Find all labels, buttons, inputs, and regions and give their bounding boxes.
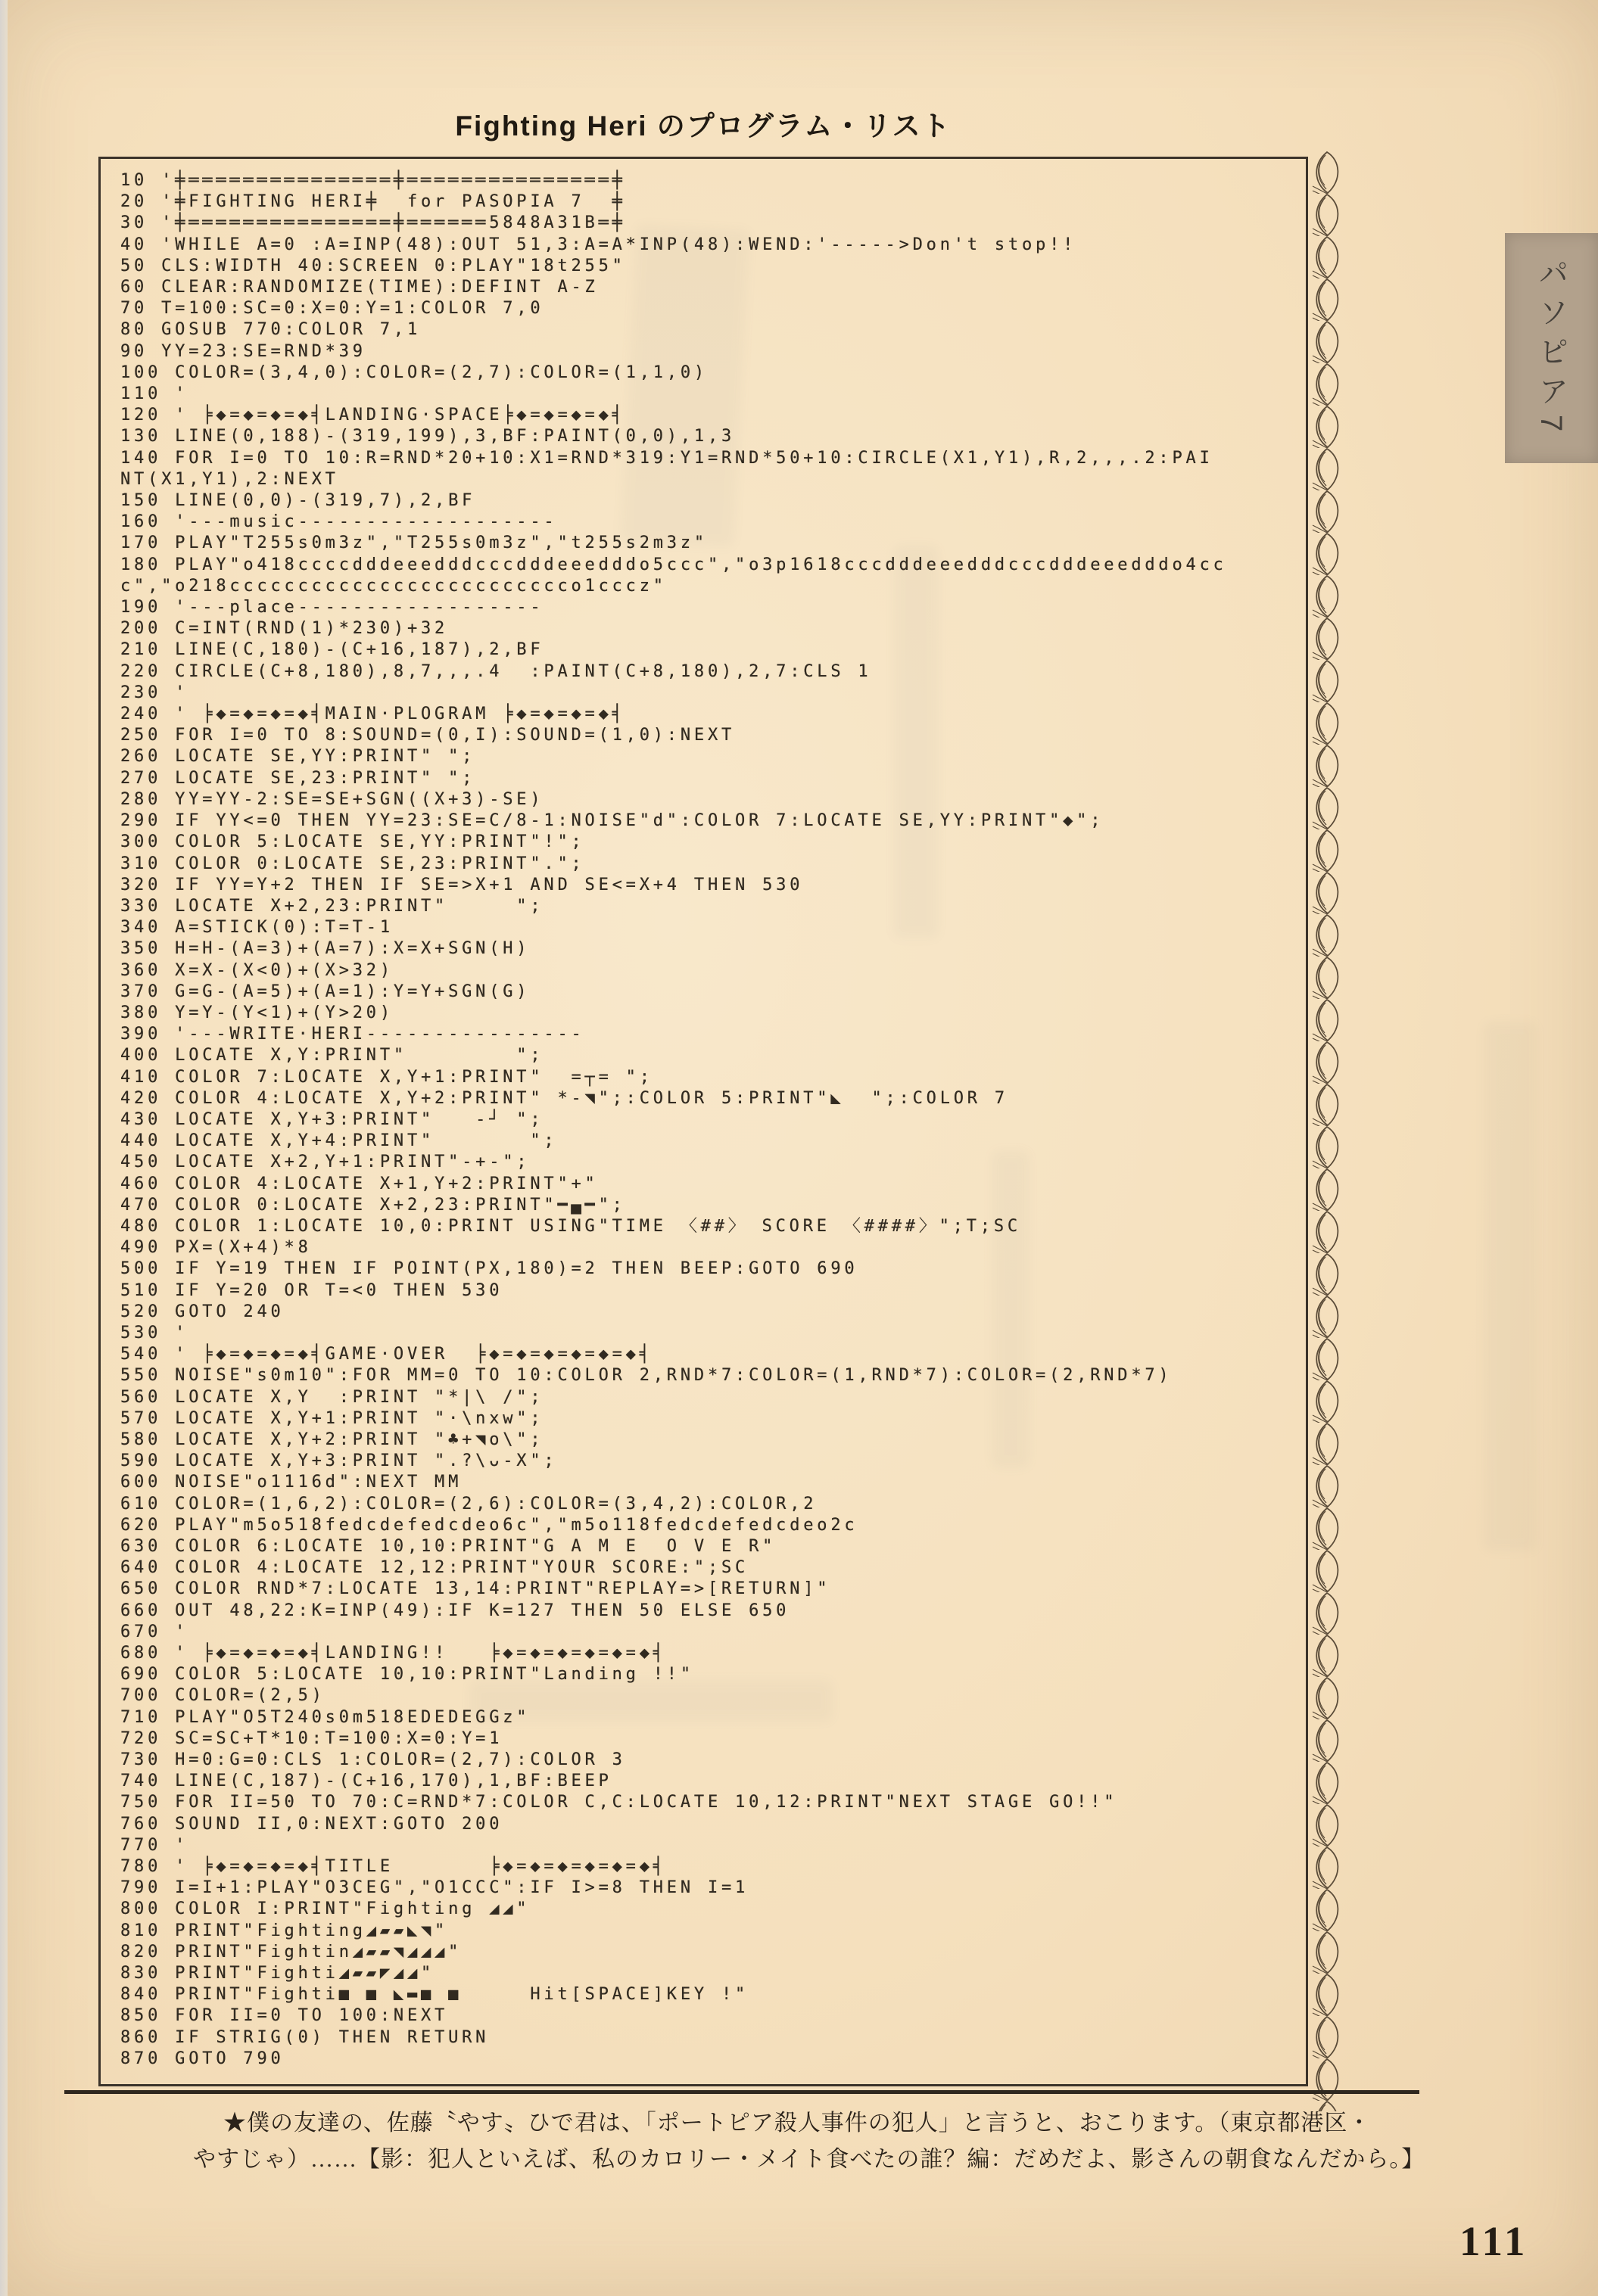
code-line: 520 GOTO 240 xyxy=(120,1302,285,1321)
code-line: 340 A=STICK(0):T=T-1 xyxy=(120,918,394,938)
code-line: 190 '---place------------------ xyxy=(120,598,544,618)
code-line: 110 ' xyxy=(120,384,189,404)
code-line: 800 COLOR I:PRINT"Fighting ◢◢" xyxy=(120,1899,531,1919)
code-line: 690 COLOR 5:LOCATE 10,10:PRINT"Landing !!" xyxy=(120,1665,694,1685)
code-line: 590 LOCATE X,Y+3:PRINT ".?\ᴗ-X"; xyxy=(120,1451,558,1471)
code-line: 750 FOR II=50 TO 70:C=RND*7:COLOR C,C:LOCATE 10,12:PRINT"NEXT STAGE GO!!" xyxy=(120,1793,1118,1812)
code-line: 710 PLAY"O5T240s0m518EDEDEGGz" xyxy=(120,1707,531,1727)
code-line: 740 LINE(C,187)-(C+16,170),1,BF:BEEP xyxy=(120,1772,612,1791)
code-line: 650 COLOR RND*7:LOCATE 13,14:PRINT"REPLAY=>[RETURN]" xyxy=(120,1579,831,1599)
code-line: 280 YY=YY-2:SE=SE+SGN((X+3)-SE) xyxy=(120,789,544,809)
code-line: 270 LOCATE SE,23:PRINT" "; xyxy=(120,768,476,788)
code-line: 680 ' ╞◆=◆=◆=◆╡LANDING!! ╞◆=◆=◆=◆=◆=◆╡ xyxy=(120,1644,667,1663)
code-line: 170 PLAY"T255s0m3z","T255s0m3z","t255s2m3z" xyxy=(120,534,708,553)
code-line: 530 ' xyxy=(120,1323,189,1342)
code-line: 500 IF Y=19 THEN IF POINT(PX,180)=2 THEN BEEP:GOTO 690 xyxy=(120,1259,858,1279)
code-line: 250 FOR I=0 TO 8:SOUND=(0,I):SOUND=(1,0):NEXT xyxy=(120,726,736,745)
code-line: 820 PRINT"Fightin◢▰▰◥◢◢◢" xyxy=(120,1942,463,1962)
rope-chain-pattern xyxy=(1310,151,1344,2111)
code-line: 830 PRINT"Fighti◢▰▰◤◢◢" xyxy=(120,1964,435,1983)
code-line: 580 LOCATE X,Y+2:PRINT "♣+◥o\"; xyxy=(120,1430,544,1449)
page-number: 111 xyxy=(1459,2218,1529,2264)
code-line: 410 COLOR 7:LOCATE X,Y+1:PRINT" =┬= "; xyxy=(120,1067,653,1087)
code-line: 100 COLOR=(3,4,0):COLOR=(2,7):COLOR=(1,1,0) xyxy=(120,362,708,382)
program-listing-box xyxy=(98,157,1308,2086)
code-line: 450 LOCATE X+2,Y+1:PRINT"-+-"; xyxy=(120,1153,531,1172)
code-line: 240 ' ╞◆=◆=◆=◆╡MAIN·PLOGRAM ╞◆=◆=◆=◆╡ xyxy=(120,705,626,724)
code-line: 350 H=H-(A=3)+(A=7):X=X+SGN(H) xyxy=(120,939,531,959)
code-line: c","o218ccccccccccccccccccccccccco1cccz" xyxy=(120,576,667,596)
code-line: 790 I=I+1:PLAY"O3CEG","O1CCC":IF I>=8 THEN I=1 xyxy=(120,1878,749,1898)
code-line: 200 C=INT(RND(1)*230)+32 xyxy=(120,619,449,639)
side-tab-pasopia7 xyxy=(1505,233,1598,463)
code-line: 670 ' xyxy=(120,1622,189,1641)
code-line: 80 GOSUB 770:COLOR 7,1 xyxy=(120,320,421,340)
footer-divider xyxy=(64,2090,1419,2094)
code-line: 460 COLOR 4:LOCATE X+1,Y+2:PRINT"+" xyxy=(120,1174,599,1193)
code-line: 870 GOTO 790 xyxy=(120,2049,285,2068)
code-line: 380 Y=Y-(Y<1)+(Y>20) xyxy=(120,1003,394,1022)
code-line: 850 FOR II=0 TO 100:NEXT xyxy=(120,2006,449,2026)
code-line: 30 '╪═══════════════╪══════5848A31B═╪ xyxy=(120,213,626,233)
code-line: 730 H=0:G=0:CLS 1:COLOR=(2,7):COLOR 3 xyxy=(120,1750,626,1770)
code-line: 510 IF Y=20 OR T=<0 THEN 530 xyxy=(120,1280,503,1300)
code-line: 480 COLOR 1:LOCATE 10,0:PRINT USING"TIME 〈##〉 SCORE 〈####〉";T;SC xyxy=(120,1216,1021,1236)
code-line: 540 ' ╞◆=◆=◆=◆╡GAME·OVER ╞◆=◆=◆=◆=◆=◆╡ xyxy=(120,1345,653,1364)
code-line: 60 CLEAR:RANDOMIZE(TIME):DEFINT A-Z xyxy=(120,278,599,297)
code-line: 430 LOCATE X,Y+3:PRINT" -┘ "; xyxy=(120,1109,544,1129)
code-line: 550 NOISE"s0m10":FOR MM=0 TO 10:COLOR 2,RND*7:COLOR=(1,RND*7):COLOR=(2,RND*7) xyxy=(120,1366,1173,1386)
code-line: 290 IF YY<=0 THEN YY=23:SE=C/8-1:NOISE"d":COLOR 7:LOCATE SE,YY:PRINT"◆"; xyxy=(120,811,1104,831)
code-line: 50 CLS:WIDTH 40:SCREEN 0:PLAY"18t255" xyxy=(120,256,626,275)
code-line: 210 LINE(C,180)-(C+16,187),2,BF xyxy=(120,640,544,660)
code-line: 610 COLOR=(1,6,2):COLOR=(2,6):COLOR=(3,4,2):COLOR,2 xyxy=(120,1494,818,1514)
rope-border-decoration xyxy=(1310,151,1344,2111)
bleedthrough-ghost xyxy=(1484,1022,1537,1551)
code-line: 760 SOUND II,0:NEXT:GOTO 200 xyxy=(120,1814,503,1834)
page-edge-shadow xyxy=(0,0,8,2296)
footer-note-line2: やすじゃ）……【影：犯人といえば、私のカロリー・メイト食べたの誰？編：だめだよ、影さんの朝食なんだから。】 xyxy=(193,2147,1425,2172)
code-line: 570 LOCATE X,Y+1:PRINT "·\nxw"; xyxy=(120,1408,544,1428)
code-line: 720 SC=SC+T*10:T=100:X=0:Y=1 xyxy=(120,1728,503,1748)
code-line: 440 LOCATE X,Y+4:PRINT" "; xyxy=(120,1131,558,1151)
code-line: 20 '╪FIGHTING HERI╪ for PASOPIA 7 ╪ xyxy=(120,192,626,212)
code-line: 600 NOISE"o1116d":NEXT MM xyxy=(120,1473,463,1492)
code-line: 90 YY=23:SE=RND*39 xyxy=(120,341,366,361)
code-line: 300 COLOR 5:LOCATE SE,YY:PRINT"!"; xyxy=(120,832,585,852)
code-listing xyxy=(120,170,1300,2070)
code-line: 560 LOCATE X,Y :PRINT "*|\ /"; xyxy=(120,1387,544,1407)
code-line: 700 COLOR=(2,5) xyxy=(120,1686,326,1706)
code-line: 630 COLOR 6:LOCATE 10,10:PRINT"G A M E O V E R" xyxy=(120,1537,777,1556)
code-line: 140 FOR I=0 TO 10:R=RND*20+10:X1=RND*319:Y1=RND*50+10:CIRCLE(X1,Y1),R,2,,,.2:PAI xyxy=(120,448,1213,468)
code-line: 260 LOCATE SE,YY:PRINT" "; xyxy=(120,747,476,767)
code-line: 370 G=G-(A=5)+(A=1):Y=Y+SGN(G) xyxy=(120,982,531,1001)
code-line: 10 '╪═══════════════╪═══════════════╪ xyxy=(120,171,626,190)
code-line: 330 LOCATE X+2,23:PRINT" "; xyxy=(120,896,544,916)
code-line: 400 LOCATE X,Y:PRINT" "; xyxy=(120,1046,544,1066)
code-line: 390 '---WRITE·HERI---------------- xyxy=(120,1025,585,1044)
code-line: 180 PLAY"o418ccccdddeeedddcccdddeeedddo5ccc","o3p1618cccdddeeedddcccdddeeedddo4cc xyxy=(120,555,1227,574)
code-line: 770 ' xyxy=(120,1835,189,1855)
code-line: 120 ' ╞◆=◆=◆=◆╡LANDING·SPACE╞◆=◆=◆=◆╡ xyxy=(120,406,626,425)
code-line: 780 ' ╞◆=◆=◆=◆╡TITLE ╞◆=◆=◆=◆=◆=◆╡ xyxy=(120,1857,667,1877)
code-line: 420 COLOR 4:LOCATE X,Y+2:PRINT" *-◥";:COLOR 5:PRINT"◣ ";:COLOR 7 xyxy=(120,1088,1008,1108)
code-line: 320 IF YY=Y+2 THEN IF SE=>X+1 AND SE<=X+4 THEN 530 xyxy=(120,875,804,894)
side-tab-label: パソピア7 xyxy=(1534,257,1568,441)
code-line: 220 CIRCLE(C+8,180),8,7,,,.4 :PAINT(C+8,180),2,7:CLS 1 xyxy=(120,661,872,681)
code-line: 160 '---music------------------- xyxy=(120,512,558,532)
code-line: NT(X1,Y1),2:NEXT xyxy=(120,469,339,489)
code-line: 360 X=X-(X<0)+(X>32) xyxy=(120,960,394,980)
footer-note-line1: ★僕の友達の、佐藤〝やす〟ひで君は、「ポートピア殺人事件の犯人」と言うと、おこります。（東京都港区・ xyxy=(223,2111,1372,2136)
code-line: 310 COLOR 0:LOCATE SE,23:PRINT"."; xyxy=(120,854,585,873)
code-line: 130 LINE(0,188)-(319,199),3,BF:PAINT(0,0),1,3 xyxy=(120,427,736,446)
page-title: Fighting Heri のプログラム・リスト xyxy=(455,110,952,142)
code-line: 660 OUT 48,22:K=INP(49):IF K=127 THEN 50 ELSE 650 xyxy=(120,1601,790,1620)
code-line: 860 IF STRIG(0) THEN RETURN xyxy=(120,2027,490,2047)
code-line: 40 'WHILE A=0 :A=INP(48):OUT 51,3:A=A*INP(48):WEND:'----->Don't stop!! xyxy=(120,235,1077,254)
code-line: 810 PRINT"Fighting◢▰▰◣◥" xyxy=(120,1921,449,1940)
code-line: 840 PRINT"Fighti■ ■ ◣▬■ ■ Hit[SPACE]KEY !" xyxy=(120,1985,749,2005)
code-line: 490 PX=(X+4)*8 xyxy=(120,1238,312,1258)
code-line: 640 COLOR 4:LOCATE 12,12:PRINT"YOUR SCORE:";SC xyxy=(120,1558,749,1578)
code-line: 230 ' xyxy=(120,683,189,702)
footer-note xyxy=(64,2105,1442,2178)
code-line: 620 PLAY"m5o518fedcdefedcdeo6c","m5o118fedcdefedcdeo2c xyxy=(120,1515,858,1535)
code-line: 150 LINE(0,0)-(319,7),2,BF xyxy=(120,491,476,511)
code-line: 70 T=100:SC=0:X=0:Y=1:COLOR 7,0 xyxy=(120,299,544,319)
code-line: 470 COLOR 0:LOCATE X+2,23:PRINT"━▄━"; xyxy=(120,1195,626,1215)
